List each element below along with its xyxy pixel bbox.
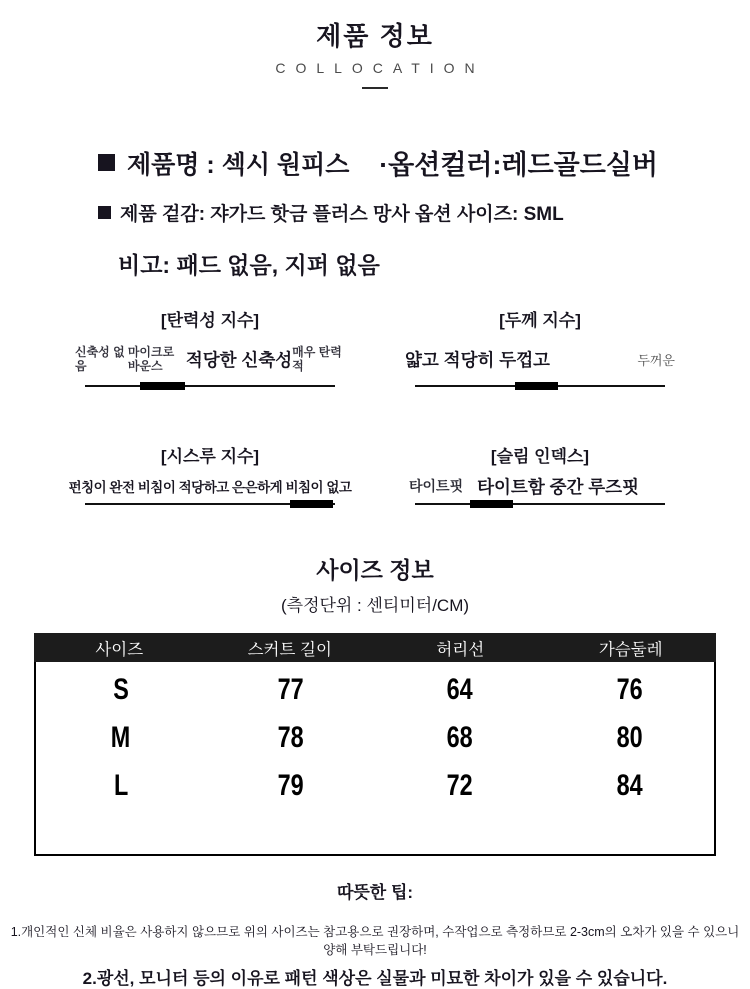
table-row <box>36 666 714 714</box>
table-cell: 77 <box>277 673 304 706</box>
slim-labels <box>405 472 675 500</box>
thickness-marker <box>515 382 558 390</box>
slim-index <box>405 442 675 508</box>
scale-line <box>85 385 335 387</box>
page-title: 제품 정보 <box>316 21 434 51</box>
scale-label: 매우 탄력적 <box>292 344 342 373</box>
table-cell: 68 <box>446 721 473 754</box>
table-row <box>36 762 714 810</box>
table-cell: 72 <box>446 769 473 802</box>
index-section <box>0 306 750 508</box>
product-name-line <box>98 145 349 181</box>
column-header: 사이즈 <box>95 640 144 659</box>
product-name: 제품명 : 섹시 원피스 <box>127 150 350 179</box>
column-header: 허리선 <box>436 640 485 659</box>
table-cell: 76 <box>616 673 643 706</box>
tip-text: 1.개인적인 신체 비율은 사용하지 않으므로 위의 사이즈는 참고용으로 권장하며, 수작업으로 측정하므로 2-3cm의 오차가 있을 수 있으니 <box>10 925 740 939</box>
scale-label: 타이트핏 <box>409 478 464 494</box>
slim-title: [슬림 인덱스] <box>490 447 590 466</box>
scale-label-selected: 얇고 적당히 두껍고 <box>405 349 550 370</box>
tip-text: 양해 부탁드립니다! <box>323 943 427 958</box>
thickness-labels <box>405 336 675 382</box>
table-cell: 79 <box>277 769 304 802</box>
scale-label: 마이크로 바운스 <box>127 344 175 373</box>
table-cell: S <box>112 673 129 706</box>
table-cell: M <box>111 721 131 754</box>
scale-label: 펀칭이 완전 비침이 적당하고 은은하게 비침이 없고 <box>68 480 352 495</box>
thickness-index <box>405 306 675 390</box>
scale-line <box>415 503 665 505</box>
tips-section <box>0 878 750 989</box>
table-cell: 80 <box>616 721 643 754</box>
table-cell: 64 <box>446 673 473 706</box>
elasticity-index <box>75 306 345 390</box>
table-cell: L <box>113 769 128 802</box>
product-note: 비고: 패드 없음, 지퍼 없음 <box>118 252 380 278</box>
square-bullet-icon <box>98 206 111 219</box>
table-cell: 84 <box>616 769 643 802</box>
page-header <box>0 0 750 89</box>
see-through-labels <box>68 472 352 500</box>
scale-label-selected: 적당한 신축성 <box>185 349 293 370</box>
column-header: 가슴둘레 <box>598 640 663 659</box>
scale-label: 신축성 없음 <box>75 344 125 373</box>
slim-marker <box>470 500 513 508</box>
elasticity-title: [탄력성 지수] <box>160 311 260 330</box>
see-through-marker <box>290 500 333 508</box>
page-subtitle: COLLOCATION <box>275 60 485 76</box>
slim-scale-bar <box>415 500 665 508</box>
size-unit: (측정단위 : 센티미터/CM) <box>280 596 470 615</box>
tips-title: 따뜻한 팁: <box>336 883 414 902</box>
table-cell: 78 <box>277 721 304 754</box>
size-table-header <box>34 633 716 662</box>
elasticity-marker <box>140 382 185 390</box>
size-table-body <box>34 662 716 856</box>
square-bullet-icon <box>98 154 115 171</box>
thickness-title: [두께 지수] <box>499 311 581 330</box>
elasticity-scale-bar <box>85 382 335 390</box>
see-through-title: [시스루 지수] <box>160 447 260 466</box>
scale-label-selected: 타이트함 중간 루즈핏 <box>477 476 639 497</box>
thickness-scale-bar <box>415 382 665 390</box>
product-material-line <box>0 199 750 226</box>
tip-line-2: 2.광선, 모니터 등의 이유로 패턴 색상은 실물과 미묘한 차이가 있을 수 있습니다. <box>82 969 668 989</box>
see-through-scale-bar <box>85 500 335 508</box>
scale-label: 두꺼운 <box>637 352 675 368</box>
size-table <box>34 633 716 856</box>
product-summary <box>0 143 750 280</box>
elasticity-labels <box>75 336 345 382</box>
title-underline <box>362 87 388 89</box>
column-header: 스커트 길이 <box>247 640 332 659</box>
table-row <box>36 714 714 762</box>
size-section-title: 사이즈 정보 <box>316 557 434 583</box>
option-color: ·옵션컬러:레드골드실버 <box>379 150 658 180</box>
tip-line-1 <box>10 923 740 959</box>
see-through-index <box>68 442 352 508</box>
product-material: 제품 겉감: 쟈가드 핫금 플러스 망사 옵션 사이즈: SML <box>120 204 564 225</box>
